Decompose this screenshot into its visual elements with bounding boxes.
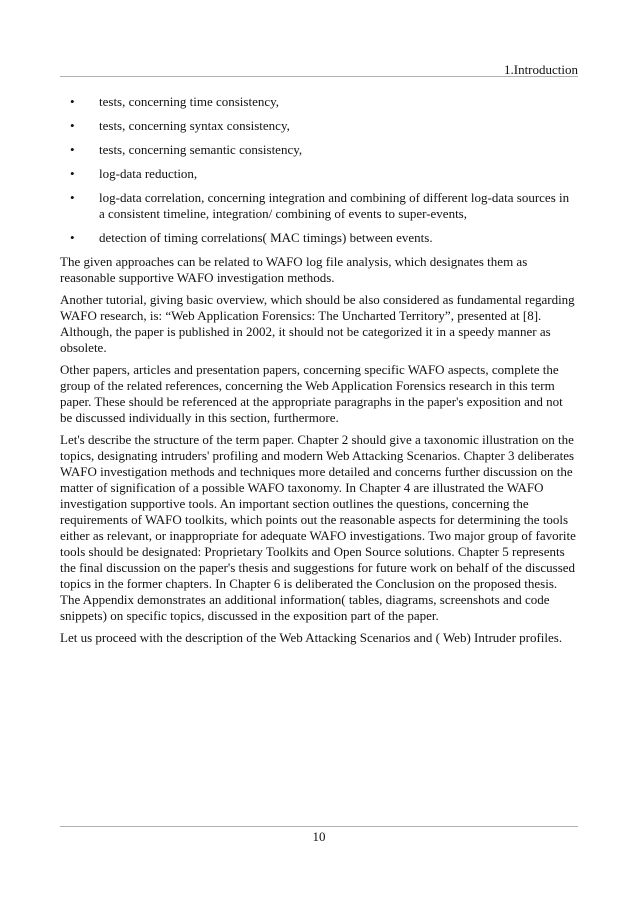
bullet-list [60, 94, 578, 246]
list-item [60, 166, 578, 182]
footer-rule [60, 826, 578, 827]
list-item [60, 118, 578, 134]
paragraph-tutorial: Another tutorial, giving basic overview, which should be also considered as fundamental regarding WAFO research, is: “Web Application Forensics: The Uncharted Territory”, presented at [8]. Although, the paper is published in 2002, it should not be categorized it in a speedy manner as obsolete. [60, 292, 575, 355]
paragraph-paper-structure: Let's describe the structure of the term paper. Chapter 2 should give a taxonomic illustration on the topics, designating intruders' profiling and modern Web Attacking Scenarios. Chapter 3 deliberates WAFO investigation methods and techniques more detailed and concerns further discussion on the matter of signification of a possible WAFO taxonomy. In Chapter 4 are illustrated the WAFO investigation supportive tools. An important section outlines the questions, concerning the requirements of WAFO toolkits, which points out the reasonable aspects for determining the tools either as relevant, or inappropriate for adequate WAFO investigations. Two major group of favorite tools should be designated: Proprietary Toolkits and Open Source solutions. Chapter 5 represents the final discussion on the paper's thesis and suggestions for future work on behalf of the discussed topics in the former chapters. In Chapter 6 is deliberated the Conclusion on the proposed thesis. The Appendix demonstrates an additional information( tables, diagrams, screenshots and code snippets) on specific topics, discussed in the exposition part of the paper. [60, 432, 576, 623]
paragraph-proceed: Let us proceed with the description of the Web Attacking Scenarios and ( Web) Intruder profiles. [60, 630, 563, 645]
list-item-text: tests, concerning syntax consistency, [99, 118, 290, 133]
list-item [60, 94, 578, 110]
list-item-text: tests, concerning time consistency, [99, 94, 280, 109]
paragraph-log-analysis: The given approaches can be related to WAFO log file analysis, which designates them as reasonable supportive WAFO investigation methods. [60, 254, 528, 285]
list-item [60, 230, 578, 246]
bullet-icon: • [70, 118, 75, 133]
page-body [60, 94, 578, 652]
paragraph-related-references: Other papers, articles and presentation papers, concerning specific WAFO aspects, complete the group of the related references, concerning the Web Application Forensics research in this term paper. These should be referenced at the appropriate paragraphs in the paper's exposition and not be discussed individually in this section, furthermore. [60, 362, 563, 425]
page-number: 10 [312, 829, 326, 844]
bullet-icon: • [70, 166, 75, 181]
list-item-text: detection of timing correlations( MAC timings) between events. [99, 230, 433, 245]
list-item [60, 190, 578, 222]
list-item-text: log-data reduction, [99, 166, 198, 181]
list-item [60, 142, 578, 158]
list-item-text: log-data correlation, concerning integration and combining of different log-data sources in a consistent timeline, integration/ combining of events to super-events, [99, 190, 570, 221]
running-header: 1.Introduction [503, 62, 578, 77]
bullet-icon: • [70, 94, 75, 109]
list-item-text: tests, concerning semantic consistency, [99, 142, 303, 157]
bullet-icon: • [70, 190, 75, 205]
bullet-icon: • [70, 230, 75, 245]
bullet-icon: • [70, 142, 75, 157]
header-rule [60, 76, 578, 77]
